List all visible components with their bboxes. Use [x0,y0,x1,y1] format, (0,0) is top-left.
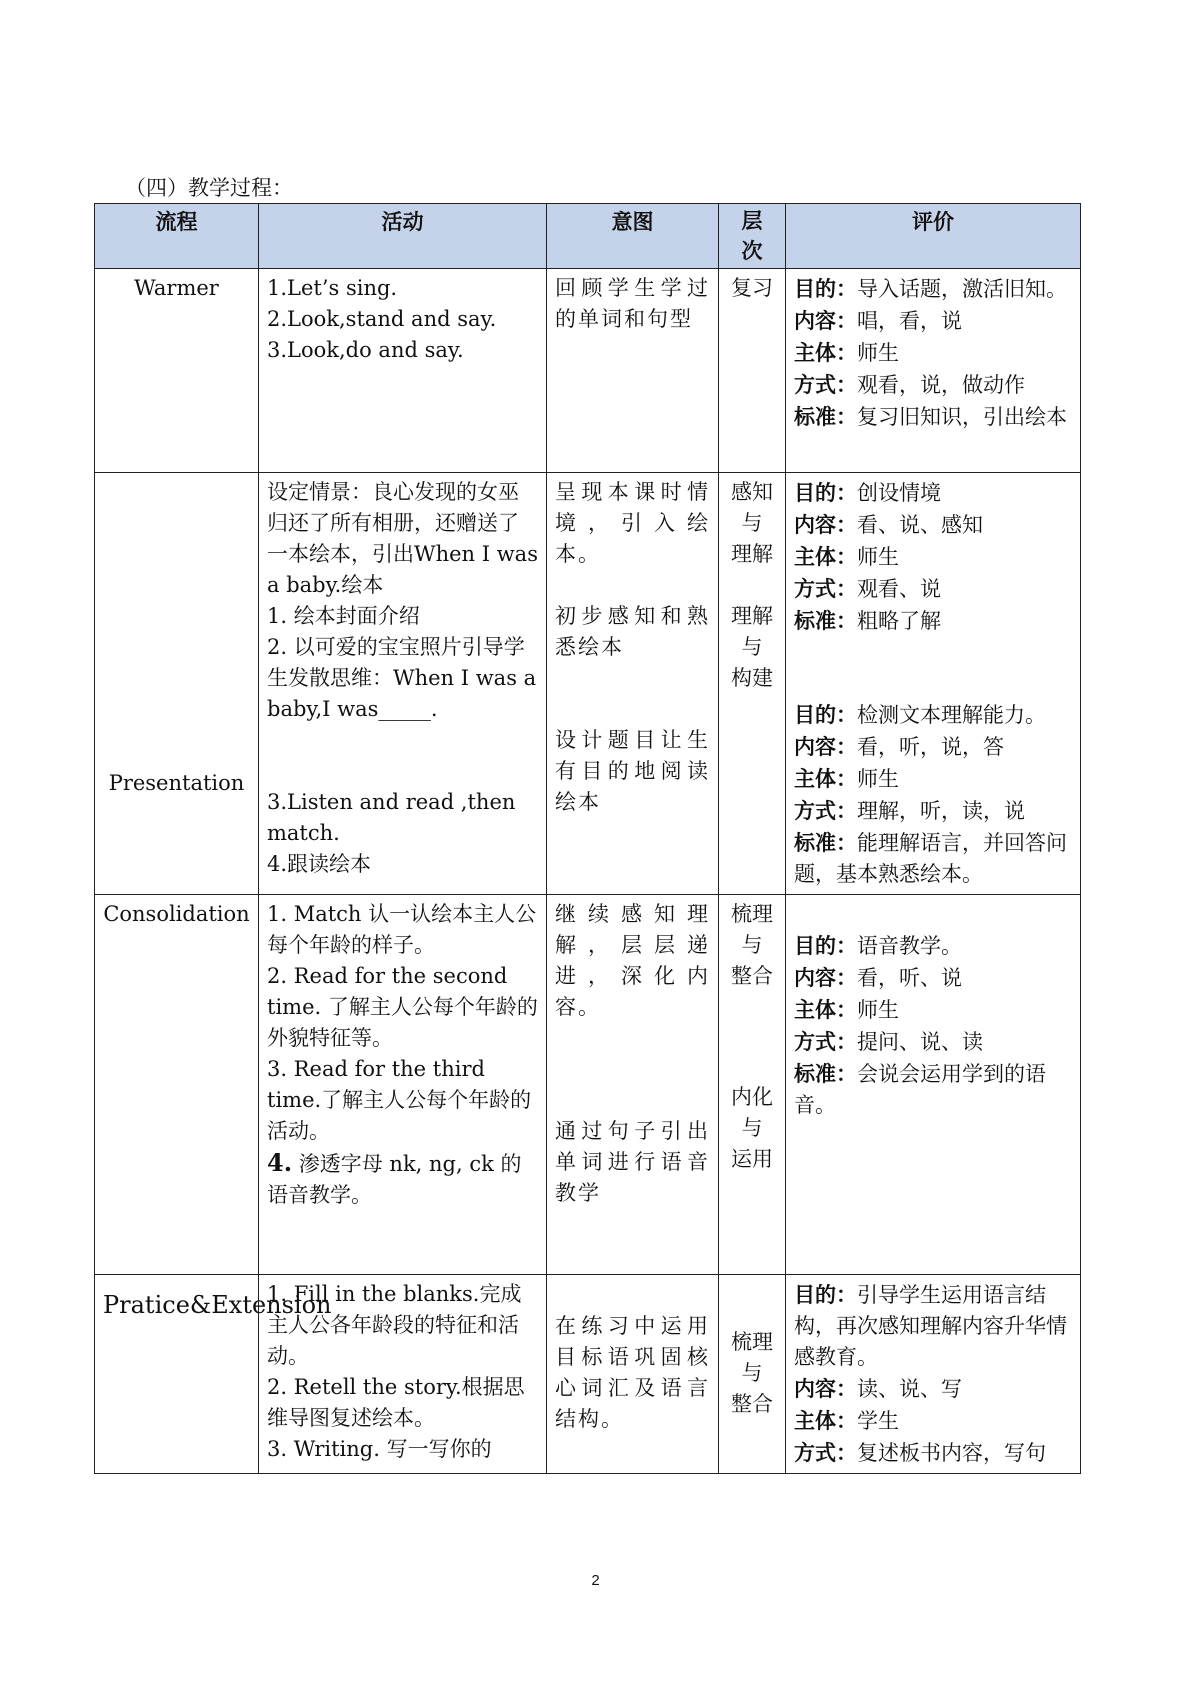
activity-cell: 1. Fill in the blanks.完成主人公各年龄段的特征和活动。 2. Retell the story.根据思维导图复述绘本。 3. Writing. 写一写你的 [259,1275,547,1474]
table-row [95,473,1081,895]
eval-item: 方式：观看，说，做动作 [794,372,1025,397]
page-number: 2 [591,1572,600,1589]
intent-cell: 继续感知理解，层层递进，深化内容。 通过句子引出单词进行语音教学 [547,895,719,1275]
eval-item: 主体：学生 [794,1408,899,1433]
header-evaluation: 评价 [786,204,1081,269]
section-title: （四）教学过程： [125,176,293,200]
eval-item: 方式：复述板书内容，写句 [794,1440,1046,1465]
eval-item: 内容：看，听、说 [794,965,962,990]
eval-item: 主体：师生 [794,766,899,791]
eval-item: 标准：能理解语言，并回答问题，基本熟悉绘本。 [794,830,1067,886]
stage-cell: Consolidation [95,895,259,1275]
activity-cell: 设定情景：良心发现的女巫归还了所有相册，还赠送了一本绘本，引出When I was a baby.绘本 1. 绘本封面介绍 2. 以可爱的宝宝照片引导学生发散思维：When I was a baby,I was_____. 3.Listen and read ,then match. 4.跟读绘本 [259,473,547,895]
table-row [95,895,1081,1275]
eval-item: 目的：检测文本理解能力。 [794,702,1046,727]
eval-item: 标准：会说会运用学到的语音。 [794,1061,1046,1117]
eval-item: 方式：提问、说、读 [794,1029,983,1054]
evaluation-cell [786,1275,1081,1474]
eval-item: 标准：粗略了解 [794,608,941,633]
evaluation-cell [786,269,1081,473]
stage-cell: Pratice&Extension [95,1275,259,1474]
stage-cell: Warmer [95,269,259,473]
eval-item: 内容：看、说、感知 [794,512,983,537]
table-row [95,269,1081,473]
header-intent: 意图 [547,204,719,269]
eval-item: 方式：观看、说 [794,576,941,601]
header-activity: 活动 [259,204,547,269]
evaluation-cell [786,473,1081,895]
eval-item: 目的：引导学生运用语言结构，再次感知理解内容升华情感教育。 [794,1282,1067,1369]
eval-item: 内容：唱，看，说 [794,308,962,333]
table-row [95,1275,1081,1474]
level-cell: 梳理 与 整合 [719,1275,786,1474]
eval-item: 目的：语音教学。 [794,933,962,958]
level-cell: 梳理 与 整合 内化 与 运用 [719,895,786,1275]
eval-item: 内容：看，听，说，答 [794,734,1004,759]
activity-cell: 1.Let’s sing. 2.Look,stand and say. 3.Look,do and say. [259,269,547,473]
intent-cell: 呈现本课时情境，引入绘本。 初步感知和熟悉绘本 设计题目让生有目的地阅读绘本 [547,473,719,895]
header-stage: 流程 [95,204,259,269]
teaching-process-table [94,203,1081,1474]
table-header-row [95,204,1081,269]
eval-item: 主体：师生 [794,340,899,365]
eval-item: 主体：师生 [794,544,899,569]
evaluation-cell [786,895,1081,1275]
eval-item: 方式：理解，听，读，说 [794,798,1025,823]
activity-cell: 1. Match 认一认绘本主人公每个年龄的样子。 2. Read for the second time. 了解主人公每个年龄的外貌特征等。 3. Read for the third time.了解主人公每个年龄的活动。 4. 渗透字母 nk, ng, ck 的语音教学。 [259,895,547,1275]
header-level: 层 次 [719,204,786,269]
stage-cell: Presentation [95,473,259,895]
level-cell: 感知 与 理解 理解 与 构建 [719,473,786,895]
intent-cell: 在练习中运用目标语巩固核心词汇及语言结构。 [547,1275,719,1474]
eval-item: 内容：读、说、写 [794,1376,962,1401]
eval-item: 目的：导入话题，激活旧知。 [794,276,1067,301]
level-cell: 复习 [719,269,786,473]
eval-item: 目的：创设情境 [794,480,941,505]
eval-item: 标准：复习旧知识，引出绘本 [794,404,1067,429]
intent-cell: 回顾学生学过的单词和句型 [547,269,719,473]
eval-item: 主体：师生 [794,997,899,1022]
